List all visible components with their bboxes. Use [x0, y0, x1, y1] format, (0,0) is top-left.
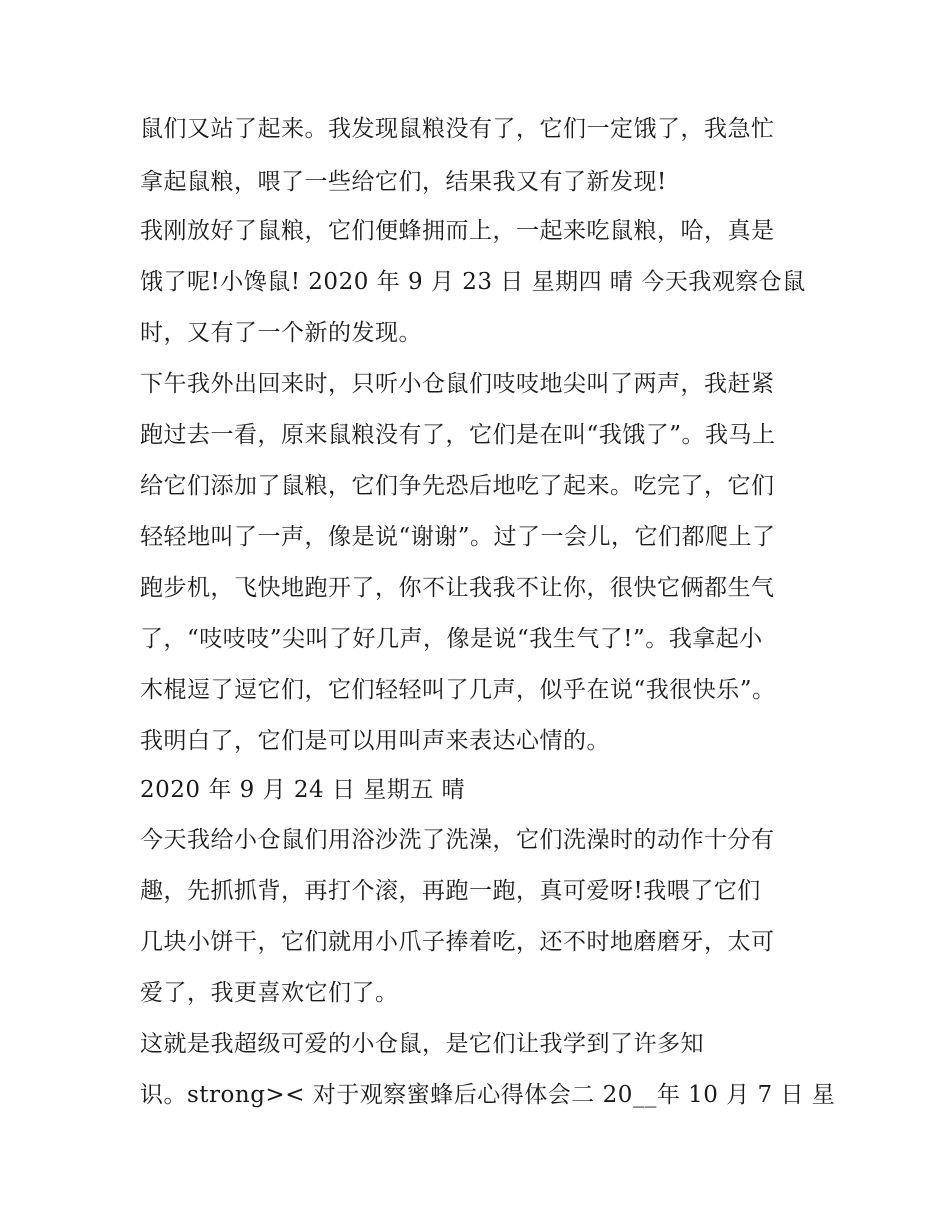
text-line: 跑过去一看，原来鼠粮没有了，它们是在叫“我饿了”。我马上: [140, 422, 776, 448]
text-line: 我明白了，它们是可以用叫声来表达心情的。: [140, 728, 610, 754]
text-line: 轻轻地叫了一声，像是说“谢谢”。过了一会儿，它们都爬上了: [140, 524, 776, 550]
text-line: 时，又有了一个新的发现。: [140, 320, 422, 346]
text-line: 拿起鼠粮，喂了一些给它们，结果我又有了新发现!: [140, 169, 667, 195]
text-line: 爱了，我更喜欢它们了。: [140, 980, 399, 1006]
text-line: 识。strong>< 对于观察蜜蜂后心得体会二 20__年 10 月 7 日 星: [140, 1082, 836, 1108]
text-line: 今天我给小仓鼠们用浴沙洗了洗澡，它们洗澡时的动作十分有: [140, 827, 775, 853]
text-line: 给它们添加了鼠粮，它们争先恐后地吃了起来。吃完了，它们: [140, 473, 775, 499]
text-line: 鼠们又站了起来。我发现鼠粮没有了，它们一定饿了，我急忙: [140, 116, 775, 142]
text-line: 下午我外出回来时，只听小仓鼠们吱吱地尖叫了两声，我赶紧: [140, 371, 775, 397]
text-line: 跑步机，飞快地跑开了，你不让我我不让你，很快它俩都生气: [140, 575, 775, 601]
date-heading: 2020 年 9 月 24 日 星期五 晴: [140, 777, 466, 803]
text-line: 我刚放好了鼠粮，它们便蜂拥而上，一起来吃鼠粮，哈，真是: [140, 218, 775, 244]
text-line: 了，“吱吱吱”尖叫了好几声，像是说“我生气了!”。我拿起小: [140, 626, 763, 652]
text-line: 趣，先抓抓背，再打个滚，再跑一跑，真可爱呀!我喂了它们: [140, 878, 761, 904]
text-line: 木棍逗了逗它们，它们轻轻叫了几声，似乎在说“我很快乐”。: [140, 677, 776, 703]
text-line: 几块小饼干，它们就用小爪子捧着吃，还不时地磨磨牙，太可: [140, 929, 775, 955]
text-line: 这就是我超级可爱的小仓鼠，是它们让我学到了许多知: [140, 1031, 704, 1057]
text-line: 饿了呢!小馋鼠! 2020 年 9 月 23 日 星期四 晴 今天我观察仓鼠: [140, 269, 806, 295]
